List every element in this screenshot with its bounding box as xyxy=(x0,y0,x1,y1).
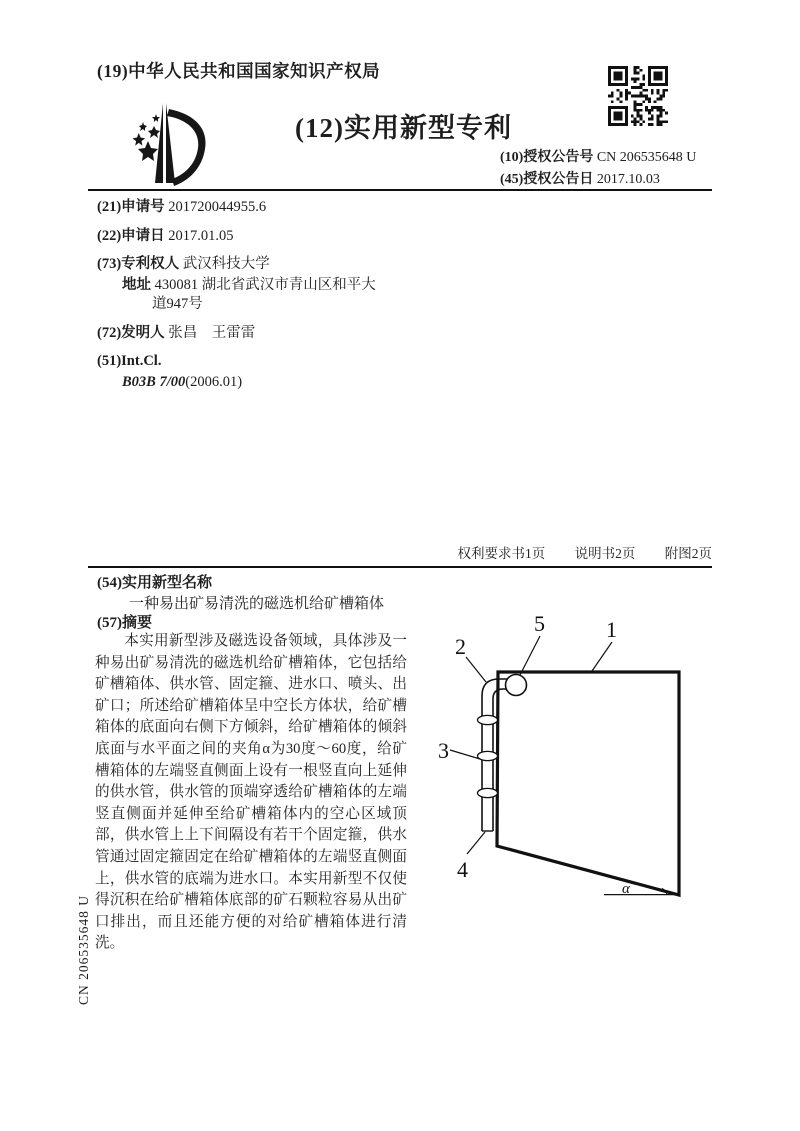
figure-label-4: 4 xyxy=(457,857,468,882)
address-line1: 430081 湖北省武汉市青山区和平大 xyxy=(154,277,376,293)
intcl-version: (2006.01) xyxy=(185,374,243,390)
pages-description: 说明书2页 xyxy=(574,546,636,561)
inventors-row xyxy=(97,324,527,343)
patentee-value: 武汉科技大学 xyxy=(182,256,270,272)
header-divider xyxy=(88,189,712,191)
pages-summary xyxy=(458,542,713,562)
abstract-label: (57)摘要 xyxy=(97,615,152,631)
publication-date-value: 2017.10.03 xyxy=(596,172,660,187)
figure-label-2: 2 xyxy=(455,634,466,659)
patentee-label: (73)专利权人 xyxy=(97,256,180,272)
leader-line-4 xyxy=(467,832,485,854)
figure-nozzle xyxy=(506,675,527,696)
sidebar-publication-number: CN 206535648 U xyxy=(76,894,91,1005)
figure-label-3: 3 xyxy=(438,738,449,763)
address-row xyxy=(97,276,527,295)
application-number-value: 201720044955.6 xyxy=(168,199,267,215)
application-date-label: (22)申请日 xyxy=(97,227,165,244)
figure-angle-label: α xyxy=(622,881,630,897)
application-date-value: 2017.01.05 xyxy=(168,227,234,244)
patentee-row xyxy=(97,255,527,274)
abstract-body xyxy=(95,631,407,955)
inventors-value: 张昌 王雷雷 xyxy=(168,324,256,341)
title-section-label: (54)实用新型名称 xyxy=(97,575,212,591)
cnipa-logo xyxy=(110,97,218,189)
patent-figure xyxy=(436,600,710,914)
intcl-label: (51)Int.Cl. xyxy=(97,353,162,369)
section-divider xyxy=(88,566,712,568)
figure-clamp-1 xyxy=(478,715,498,724)
publication-number-label: (10)授权公告号 xyxy=(500,150,594,165)
intcl-value-row xyxy=(97,373,527,392)
leader-line-1 xyxy=(592,642,612,671)
publication-number-line xyxy=(500,146,696,166)
figure-clamp-3 xyxy=(478,788,498,797)
publication-date-label: (45)授权公告日 xyxy=(500,172,594,187)
publication-number-value: CN 206535648 U xyxy=(596,150,697,165)
publication-date-line xyxy=(500,168,660,188)
leader-line-2 xyxy=(466,657,486,682)
pages-claims: 权利要求书1页 xyxy=(457,546,546,561)
address-label: 地址 xyxy=(122,277,151,293)
figure-pipe-inner xyxy=(493,689,507,831)
figure-label-1: 1 xyxy=(606,617,617,642)
address-line2: 道947号 xyxy=(152,296,203,312)
figure-box-outline xyxy=(497,672,679,895)
leader-line-3 xyxy=(450,750,480,759)
doc-type-title: (12)实用新型专利 xyxy=(295,113,512,143)
intcl-row xyxy=(97,352,527,371)
application-date-row xyxy=(97,227,527,246)
patent-office-name: (19)中华人民共和国国家知识产权局 xyxy=(97,61,381,81)
intcl-code: B03B 7/00 xyxy=(122,374,186,390)
qr-code xyxy=(608,66,668,126)
pages-drawings: 附图2页 xyxy=(664,546,712,561)
figure-label-5: 5 xyxy=(534,611,545,636)
application-number-label: (21)申请号 xyxy=(97,199,165,215)
abstract-text: 本实用新型涉及磁选设备领域，具体涉及一种易出矿易清洗的磁选机给矿槽箱体，它包括给矿槽箱体、供水管、固定箍、进水口、喷头、出矿口；所述给矿槽箱体呈中空长方体状，给矿槽箱体的底面向右侧下方倾斜，给矿槽箱体的倾斜底面与水平面之间的夹角α为30度～60度，给矿槽箱体的左端竖直侧面上设有一根竖直向上延伸的供水管，供水管的顶端穿透给矿槽箱体的左端竖直侧面并延伸至给矿槽箱体内的空心区域顶部，供水管上上下间隔设有若干个固定箍，供水管通过固定箍固定在给矿槽箱体的左端竖直侧面上，供水管的底端为进水口。本实用新型不仅使得沉积在给矿槽箱体底部的矿石颗粒容易从出矿口排出，而且还能方便的对给矿槽箱体进行清洗。 xyxy=(95,633,407,952)
address-row-2 xyxy=(97,295,527,314)
bibliographic-section xyxy=(97,198,527,402)
figure-clamp-2 xyxy=(478,751,498,760)
utility-model-title: 一种易出矿易清洗的磁选机给矿槽箱体 xyxy=(129,596,385,612)
leader-line-5 xyxy=(520,636,540,675)
application-number-row xyxy=(97,198,527,217)
inventors-label: (72)发明人 xyxy=(97,324,165,341)
